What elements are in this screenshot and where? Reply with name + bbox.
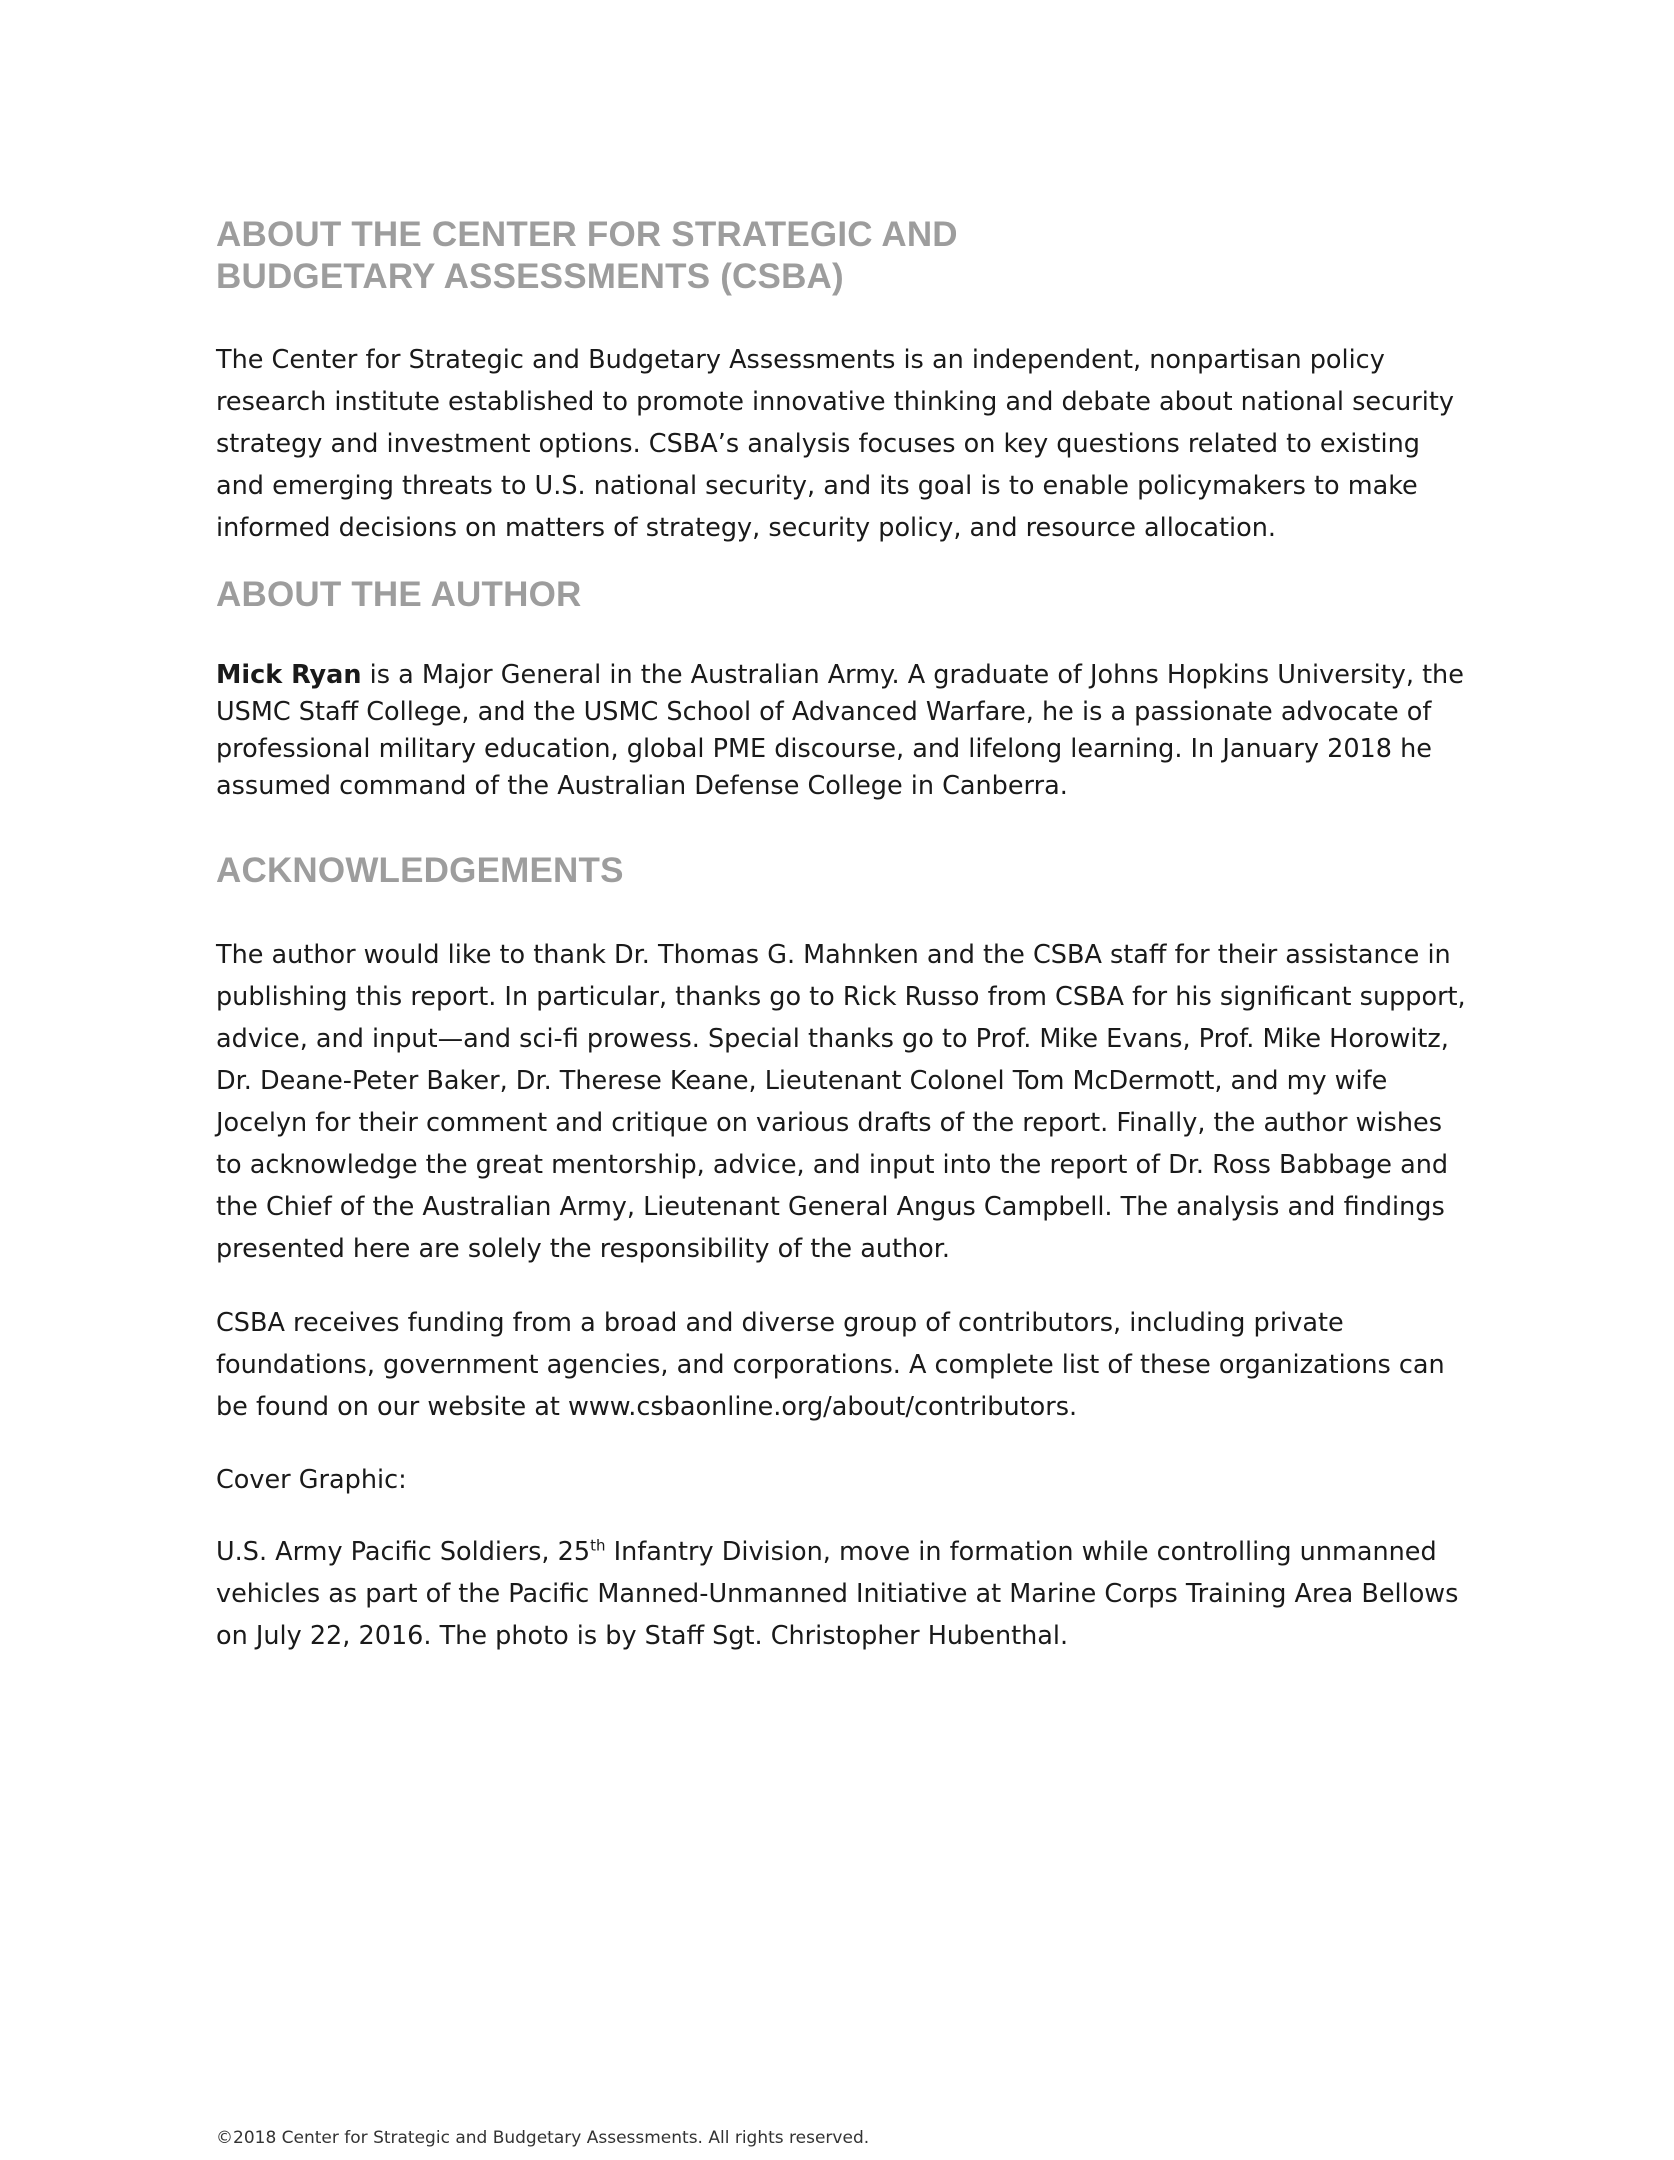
copyright-footer: ©2018 Center for Strategic and Budgetary Assessments. All rights reserved. [216,2128,870,2148]
author-name: Mick Ryan [216,660,362,690]
about-author-paragraph [216,657,1466,805]
cover-graphic-label: Cover Graphic: [216,1465,407,1495]
cover-caption-part2: Infantry Division, move in formation while controlling unmanned vehicles as part of the Pacific Manned-Unmanned Initiative at Marine Corps Training Area Bellows on July 22, 2016. The photo is by Staff Sgt. Christopher Hubenthal. [216,1537,1459,1651]
about-csba-heading [216,214,958,298]
cover-graphic-caption [216,1531,1466,1657]
about-csba-heading-line1: ABOUT THE CENTER FOR STRATEGIC AND [216,215,958,254]
funding-paragraph: CSBA receives funding from a broad and diverse group of contributors, including private foundations, government agencies, and corporations. A complete list of these organizations can be found on our website at www.csbaonline.org/about/contributors. [216,1308,1445,1422]
about-csba-heading-line2: BUDGETARY ASSESSMENTS (CSBA) [216,257,844,296]
acknowledgements-paragraph: The author would like to thank Dr. Thomas G. Mahnken and the CSBA staff for their assistance in publishing this report. In particular, thanks go to Rick Russo from CSBA for his significant support, advice, and input—and sci-fi prowess. Special thanks go to Prof. Mike Evans, Prof. Mike Horowitz, Dr. Deane-Peter Baker, Dr. Therese Keane, Lieutenant Colonel Tom McDermott, and my wife Jocelyn for their comment and critique on various drafts of the report. Finally, the author wishes to acknowledge the great mentorship, advice, and input into the report of Dr. Ross Babbage and the Chief of the Australian Army, Lieutenant General Angus Campbell. The analysis and findings presented here are solely the responsibility of the author. [216,940,1466,1264]
about-csba-paragraph: The Center for Strategic and Budgetary Assessments is an independent, nonpartisan policy research institute established to promote innovative thinking and debate about national security strategy and investment options. CSBA’s analysis focuses on key questions related to existing and emerging threats to U.S. national security, and its goal is to enable policymakers to make informed decisions on matters of strategy, security policy, and resource allocation. [216,345,1454,543]
acknowledgements-heading: ACKNOWLEDGEMENTS [216,851,624,890]
cover-caption-superscript: th [590,1536,606,1555]
cover-caption-part1: U.S. Army Pacific Soldiers, 25 [216,1537,591,1567]
author-bio: is a Major General in the Australian Army. A graduate of Johns Hopkins University, the USMC Staff College, and the USMC School of Advanced Warfare, he is a passionate advocate of professional military education, global PME discourse, and lifelong learning. In January 2018 he assumed command of the Australian Defense College in Canberra. [216,660,1464,801]
about-author-heading: ABOUT THE AUTHOR [216,575,582,614]
